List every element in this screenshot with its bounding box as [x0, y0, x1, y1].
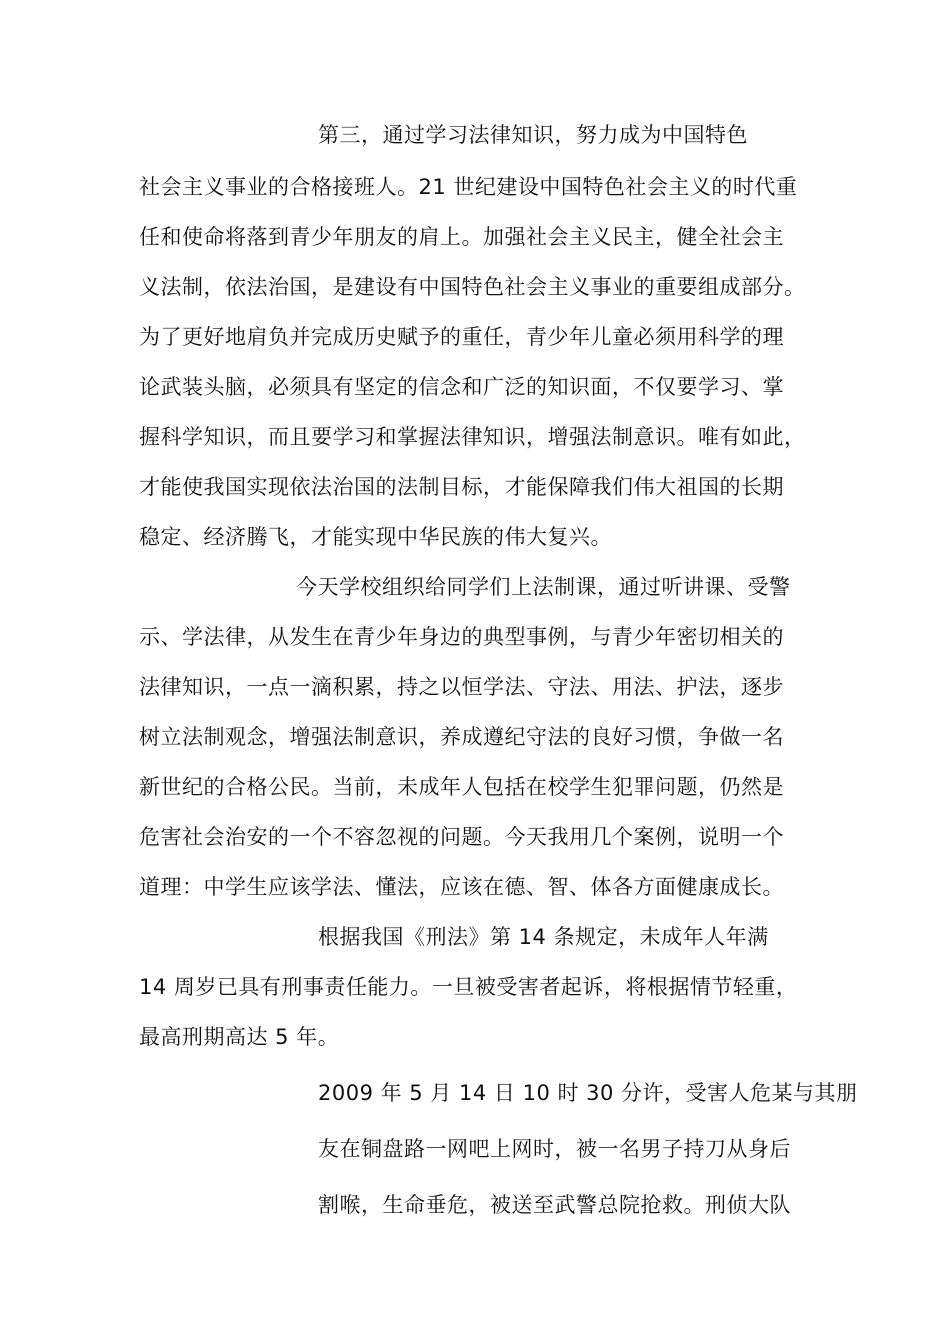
paragraph-1-line-5: 为了更好地肩负并完成历史赋予的重任，青少年儿童必须用科学的理: [139, 325, 784, 349]
paragraph-3-line-3: 最高刑期高达 5 年。: [139, 1025, 340, 1049]
paragraph-1-line-8: 才能使我国实现依法治国的法制目标，才能保障我们伟大祖国的长期: [139, 475, 784, 499]
paragraph-2-line-1: 今天学校组织给同学们上法制课，通过听讲课、受警: [296, 575, 791, 599]
paragraph-1-line-7: 握科学知识，而且要学习和掌握法律知识，增强法制意识。唯有如此，: [139, 425, 806, 449]
paragraph-2-line-6: 危害社会治安的一个不容忽视的问题。今天我用几个案例，说明一个: [139, 825, 784, 849]
paragraph-2-line-2: 示、学法律，从发生在青少年身边的典型事例，与青少年密切相关的: [139, 625, 784, 649]
paragraph-2-line-5: 新世纪的合格公民。当前，未成年人包括在校学生犯罪问题，仍然是: [139, 775, 784, 799]
paragraph-1-line-4: 义法制，依法治国，是建设有中国特色社会主义事业的重要组成部分。: [139, 275, 806, 299]
paragraph-1-line-6: 论武装头脑，必须具有坚定的信念和广泛的知识面，不仅要学习、掌: [139, 375, 784, 399]
paragraph-1-line-3: 任和使命将落到青少年朋友的肩上。加强社会主义民主，健全社会主: [139, 225, 784, 249]
paragraph-4-line-1: 2009 年 5 月 14 日 10 时 30 分许，受害人危某与其朋: [318, 1081, 858, 1105]
paragraph-2-line-4: 树立法制观念，增强法制意识，养成遵纪守法的良好习惯，争做一名: [139, 725, 784, 749]
paragraph-1-line-1: 第三，通过学习法律知识，努力成为中国特色: [318, 123, 748, 147]
paragraph-2-line-7: 道理：中学生应该学法、懂法，应该在德、智、体各方面健康成长。: [139, 875, 784, 899]
paragraph-1-line-2: 社会主义事业的合格接班人。21 世纪建设中国特色社会主义的时代重: [139, 175, 798, 199]
paragraph-2-line-3: 法律知识，一点一滴积累，持之以恒学法、守法、用法、护法，逐步: [139, 675, 784, 699]
paragraph-1-line-9: 稳定、经济腾飞，才能实现中华民族的伟大复兴。: [139, 525, 612, 549]
paragraph-4-line-3: 割喉，生命垂危，被送至武警总院抢救。刑侦大队: [318, 1193, 791, 1217]
paragraph-3-line-2: 14 周岁已具有刑事责任能力。一旦被受害者起诉，将根据情节轻重，: [139, 975, 798, 999]
paragraph-3-line-1: 根据我国《刑法》第 14 条规定，未成年人年满: [318, 925, 769, 949]
paragraph-4-line-2: 友在铜盘路一网吧上网时，被一名男子持刀从身后: [318, 1137, 791, 1161]
